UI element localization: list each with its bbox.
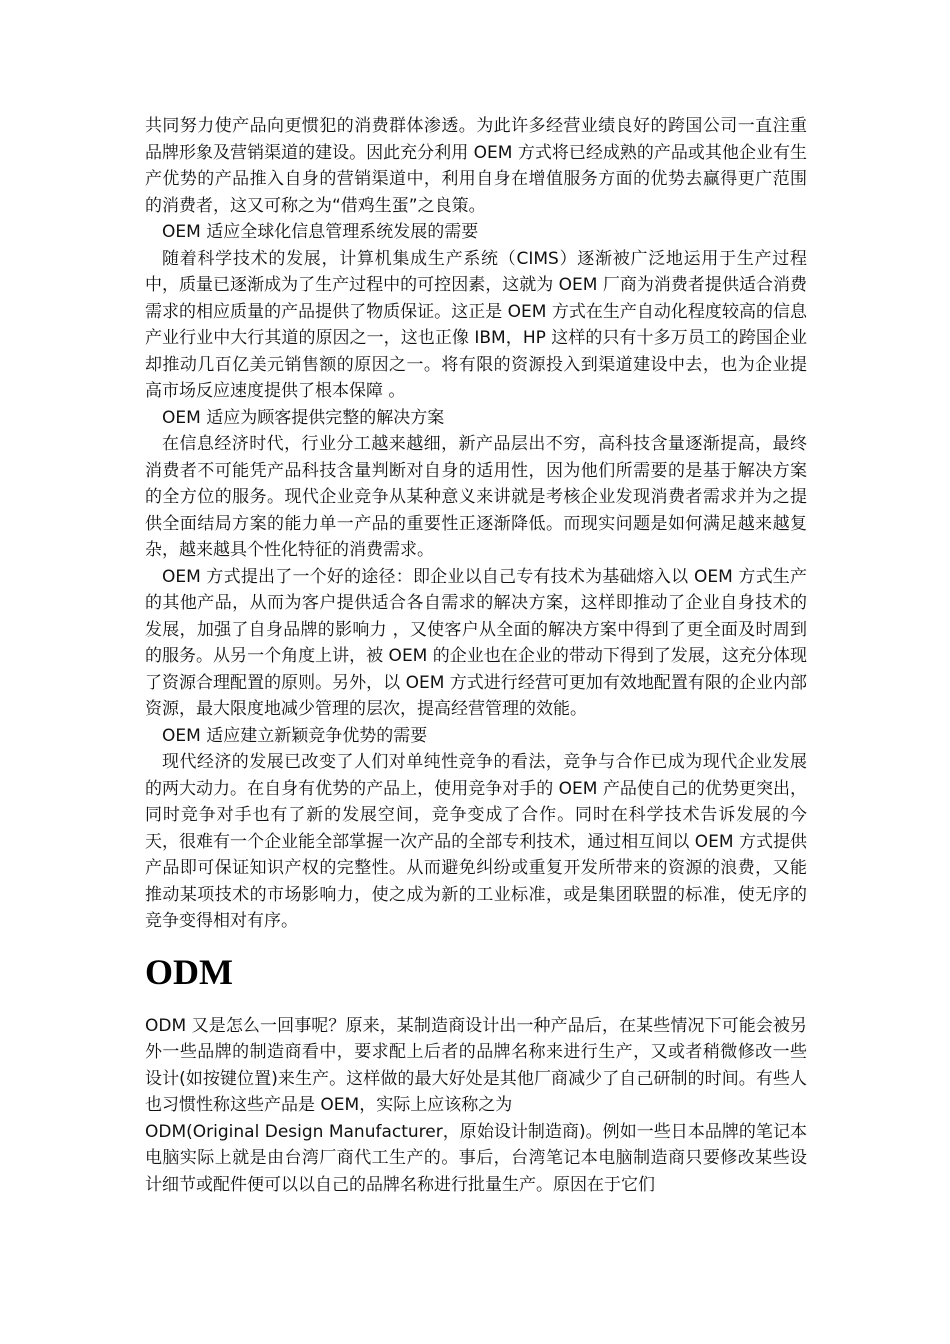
- subheading-competitive-advantage: OEM 适应建立新颖竞争优势的需要: [162, 725, 428, 746]
- subheading-complete-solution: OEM 适应为顾客提供完整的解决方案: [162, 407, 445, 428]
- section-title-odm: ODM: [145, 951, 233, 992]
- paragraph-global-info-management: 随着科学技术的发展，计算机集成生产系统（CIMS）逐渐被广泛地运用于生产过程中，质量已逐渐成为了生产过程中的可控因素，这就为 OEM 厂商为消费者提供适合消费需求的相应质量的产品提供了物质保证。这正是 OEM 方式在生产自动化程度较高的信息产业行业中大行其道的原因之一，这也正像 IBM，HP 这样的只有十多万员工的跨国企业却推动几百亿美元销售额的原因之一。将有限的资源投入到渠道建设中去，也为企业提高市场反应速度提供了根本保障 。: [145, 248, 807, 401]
- odm-paragraph-part-2: ODM(Original Design Manufacturer，原始设计制造商)。例如一些日本品牌的笔记本电脑实际上就是由台湾厂商代工生产的。事后，台湾笔记本电脑制造商只要修改某些设计细节或配件便可以以自己的品牌名称进行批量生产。原因在于它们: [145, 1121, 807, 1195]
- paragraph-complete-solution-1: 在信息经济时代，行业分工越来越细，新产品层出不穷，高科技含量逐渐提高，最终消费者不可能凭产品科技含量判断对自身的适用性，因为他们所需要的是基于解决方案的全方位的服务。现代企业竞争从某种意义来讲就是考核企业发现消费者需求并为之提供全面结局方案的能力单一产品的重要性正逐渐降低。而现实问题是如何满足越来越复杂，越来越具个性化特征的消费需求。: [145, 434, 807, 560]
- paragraph-competitive-advantage: 现代经济的发展已改变了人们对单纯性竞争的看法，竞争与合作已成为现代企业发展的两大动力。在自身有优势的产品上，使用竞争对手的 OEM 产品使自己的优势更突出，同时竞争对手也有了新的发展空间，竞争变成了合作。同时在科学技术告诉发展的今天，很难有一个企业能全部掌握一次产品的全部专利技术，通过相互间以 OEM 方式提供产品即可保证知识产权的完整性。从而避免纠纷或重复开发所带来的资源的浪费，又能推动某项技术的市场影响力，使之成为新的工业标准，或是集团联盟的标准，使无序的竞争变得相对有序。: [145, 752, 807, 931]
- intro-paragraph: 共同努力使产品向更惯犯的消费群体渗透。为此许多经营业绩良好的跨国公司一直注重品牌形象及营销渠道的建设。因此充分利用 OEM 方式将已经成熟的产品或其他企业有生产优势的产品推入自身的营销渠道中，利用自身在增值服务方面的优势去赢得更广范围的消费者，这又可称之为“借鸡生蛋”之良策。: [145, 116, 807, 216]
- document-page: [145, 113, 807, 1198]
- paragraph-complete-solution-2: OEM 方式提出了一个好的途径：即企业以自己专有技术为基础熔入以 OEM 方式生产的其他产品，从而为客户提供适合各自需求的解决方案，这样即推动了企业自身技术的发展，加强了自身品牌的影响力 ，又使客户从全面的解决方案中得到了更全面及时周到的服务。从另一个角度上讲，被 OEM 的企业也在企业的带动下得到了发展，这充分体现了资源合理配置的原则。另外，以 OEM 方式进行经营可更加有效地配置有限的企业内部资源，最大限度地减少管理的层次，提高经营管理的效能。: [145, 566, 807, 719]
- odm-paragraph-part-1: ODM 又是怎么一回事呢？原来，某制造商设计出一种产品后，在某些情况下可能会被另外一些品牌的制造商看中，要求配上后者的品牌名称来进行生产，又或者稍微修改一些设计(如按键位置)来生产。这样做的最大好处是其他厂商减少了自己研制的时间。有些人也习惯性称这些产品是 OEM，实际上应该称之为: [145, 1015, 807, 1115]
- subheading-global-info-management: OEM 适应全球化信息管理系统发展的需要: [162, 222, 479, 242]
